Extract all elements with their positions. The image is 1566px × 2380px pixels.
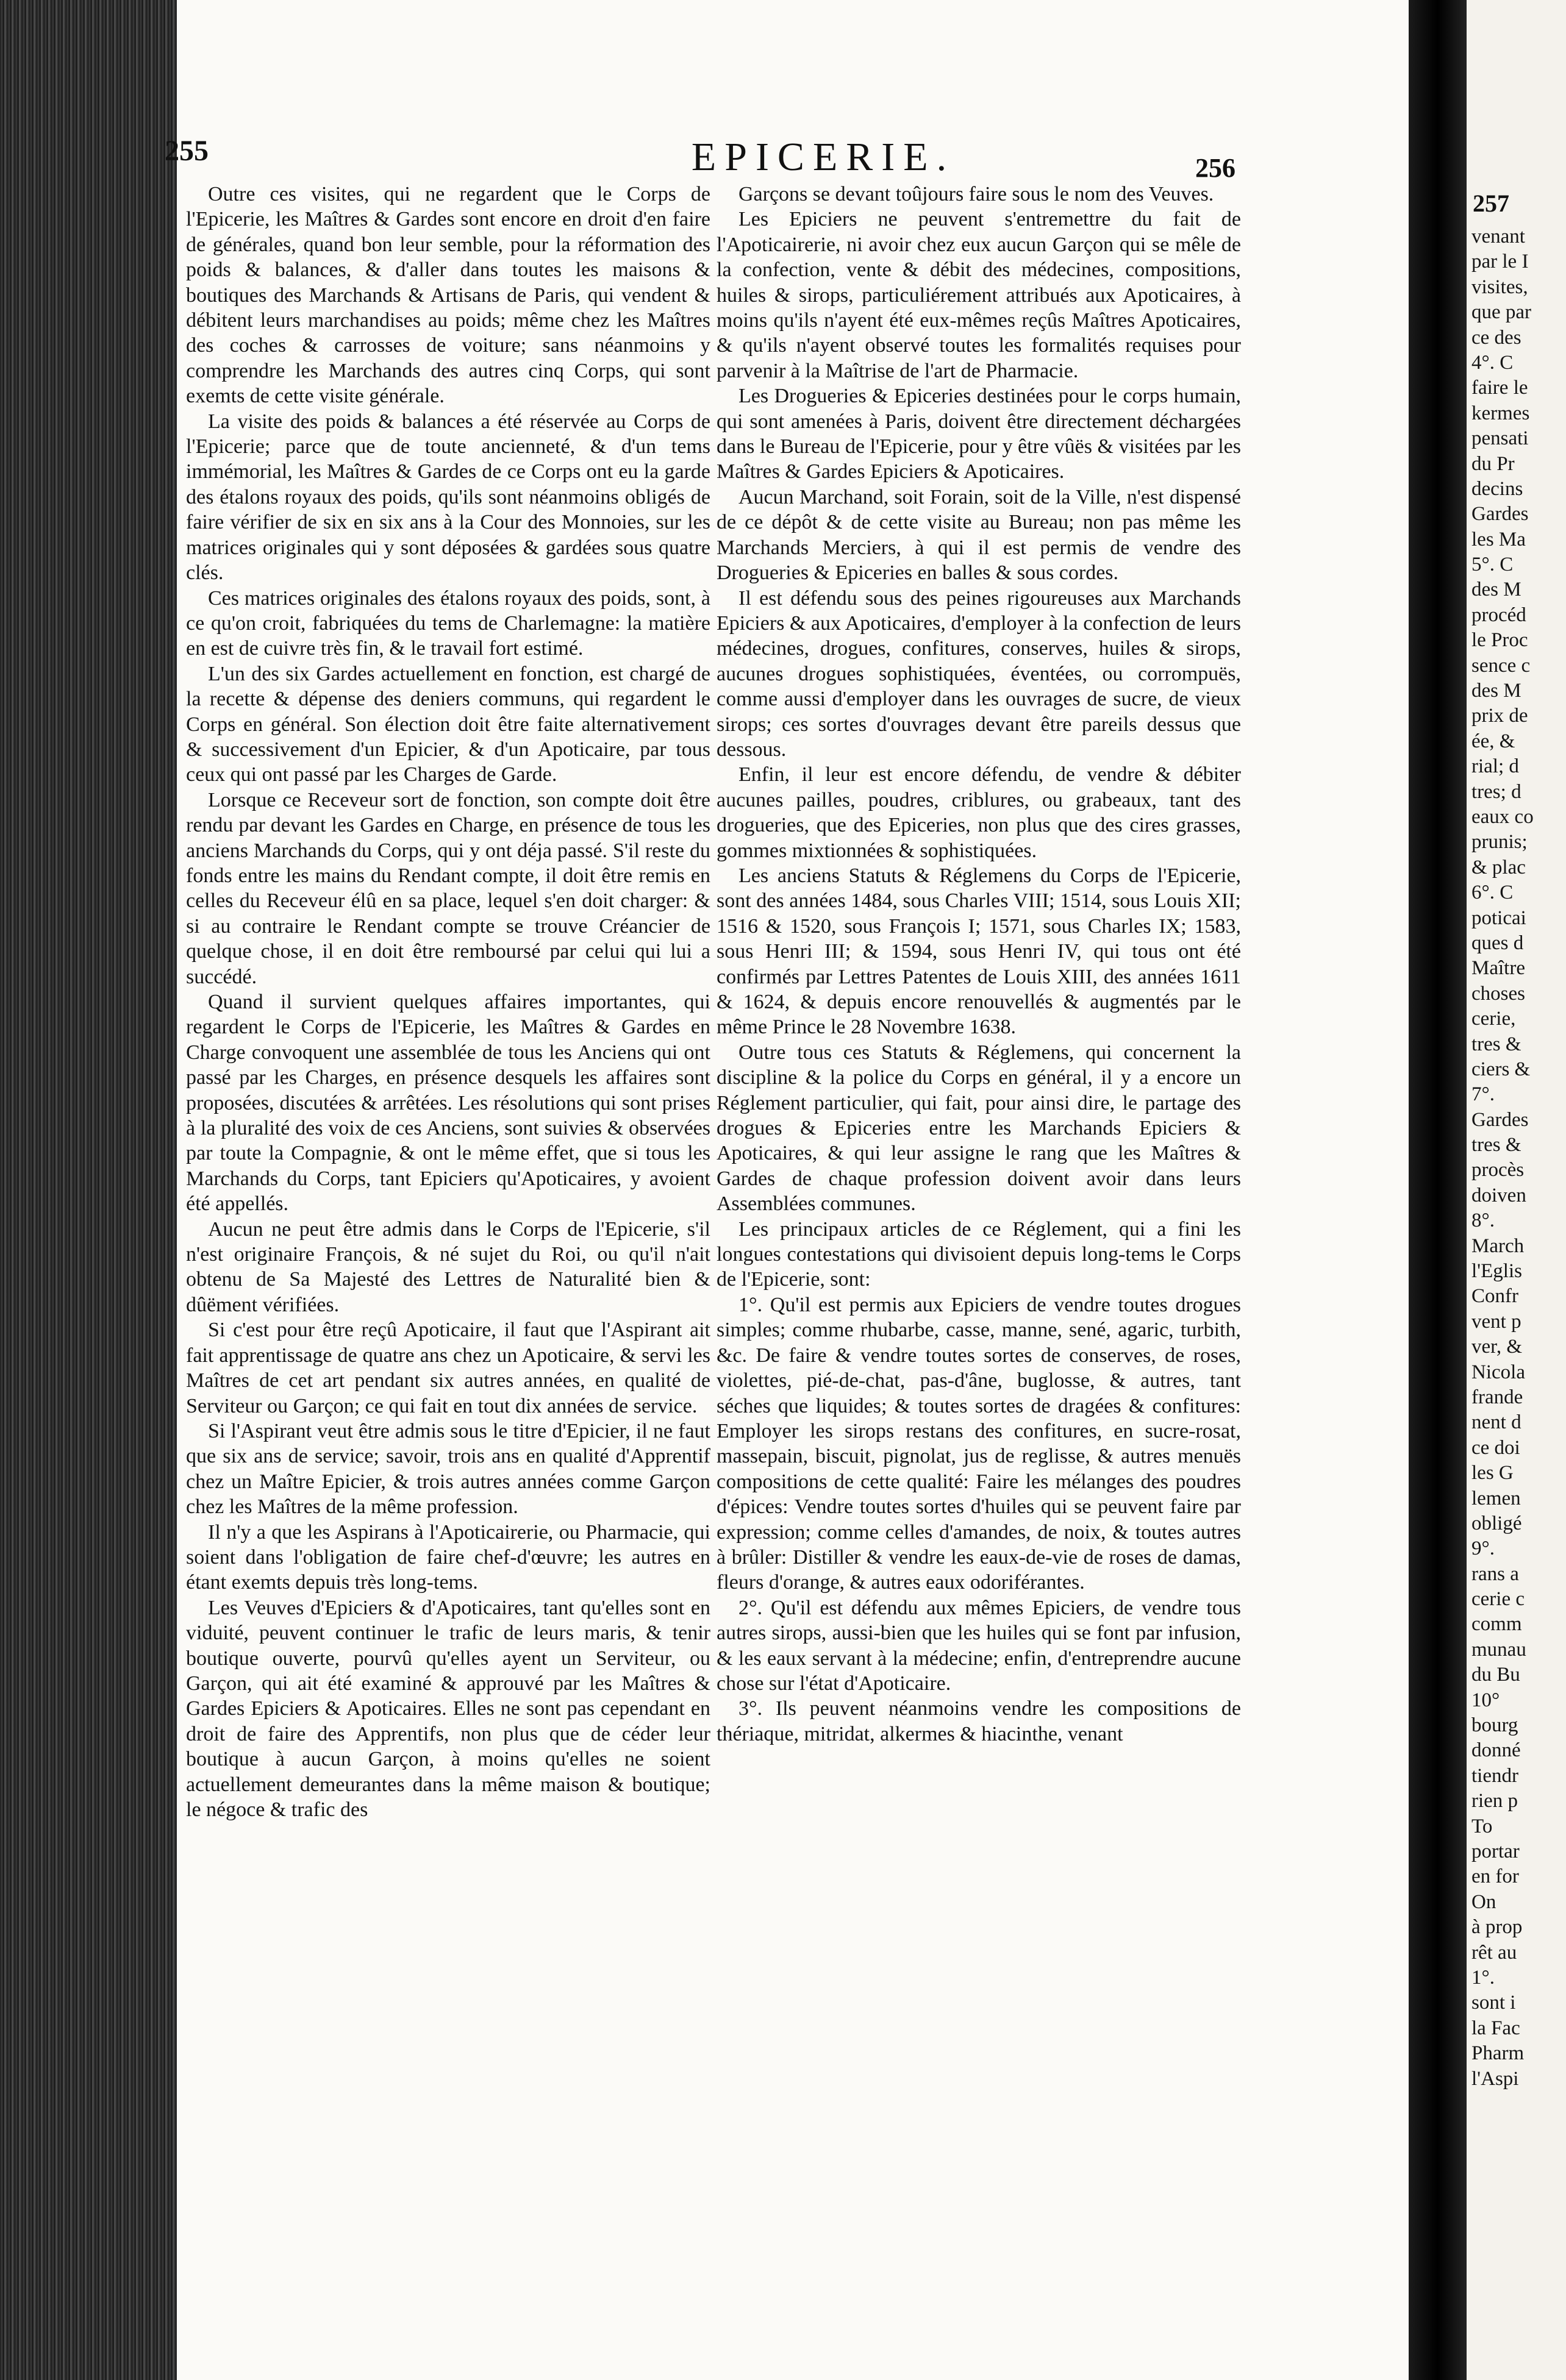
paragraph: Quand il survient quelques affaires importantes, qui regardent le Corps de l'Epicerie, les Maîtres & Gardes en Charge convoquent une assemblée de tous les Anciens qui ont passé par les Charges, en présence desquels les affaires sont proposées, discutées & arrêtées. Les résolutions qui sont prises à la pluralité des voix de ces Anciens, sont suivies & observées par toute la Compagnie, & ont le même effet, que si tous les Marchands du Corps, tant Epiciers qu'Apoticaires, y avoient été appellés. (186, 991, 710, 1216)
text-line: 7°. (1471, 1083, 1495, 1106)
text-line: sence c (1471, 654, 1531, 677)
text-line: rien p (1471, 1790, 1518, 1812)
text-line: munau (1471, 1638, 1526, 1661)
text-line: procéd (1471, 604, 1526, 626)
text-line: l'Aspi (1471, 2067, 1519, 2090)
text-line: 4°. C (1471, 351, 1514, 374)
paragraph: Si l'Aspirant veut être admis sous le titre d'Epicier, il ne faut que six ans de service; savoir, trois ans en qualité d'Apprentif chez un Maître Epicier, & trois autres années comme Garçon chez les Maîtres de la même profession. (186, 1419, 710, 1519)
paragraph: 2°. Qu'il est défendu aux mêmes Epiciers, de vendre tous autres sirops, aussi-bien que les huiles qui se font par infusion, & les eaux servant à la médecine; enfin, d'entreprendre aucune chose sur l'état d'Apoticaire. (717, 1596, 1241, 1695)
text-line: ce doi (1471, 1436, 1520, 1459)
text-line: tres; d (1471, 780, 1521, 803)
text-line: les Ma (1471, 528, 1526, 550)
text-line: des M (1471, 579, 1521, 601)
text-line: ce des (1471, 326, 1521, 349)
paragraph: La visite des poids & balances a été réservée au Corps de l'Epicerie; parce que de toute ancienneté, & d'un tems immémorial, les Maîtres & Gardes de ce Corps ont eu la garde des étalons royaux des poids, qu'ils sont néanmoins obligés de faire vérifier de six en six ans à la Cour des Monnoies, sur les matrices originales qui y sont déposées & gardées sous quatre clés. (186, 410, 710, 585)
text-line: lemen (1471, 1487, 1521, 1509)
next-page-text (1471, 224, 1563, 2092)
paragraph: Les Epiciers ne peuvent s'entremettre du fait de l'Apoticairerie, ni avoir chez eux aucun Garçon qui se mêle de la confection, vente & débit des médecines, compositions, huiles & sirops, particuliérement attribués aux Apoticaires, à moins qu'ils n'ayent été eux-mêmes reçûs Maîtres Apoticaires, & qu'ils n'ayent observé toutes les formalités requises pour parvenir à la Maîtrise de l'art de Pharmacie. (717, 208, 1241, 382)
text-line: du Pr (1471, 452, 1515, 475)
text-line: la Fac (1471, 2017, 1520, 2039)
text-line: que par (1471, 301, 1532, 324)
text-line: rial; d (1471, 755, 1519, 778)
paragraph: Enfin, il leur est encore défendu, de vendre & débiter aucunes pailles, poudres, criblures, ou grabeaux, tant des drogueries, que des Epiceries, non plus que des cires grasses, gommes mixtionnées & sophistiquées. (717, 763, 1241, 862)
page-title: EPICERIE. (691, 135, 956, 179)
text-line: ciers & (1471, 1058, 1531, 1080)
text-line: tiendr (1471, 1764, 1518, 1787)
text-line: kermes (1471, 402, 1530, 424)
text-line: choses (1471, 982, 1525, 1005)
text-line: venant (1471, 226, 1525, 248)
text-line: 1°. (1471, 1966, 1495, 1989)
text-line: à prop (1471, 1916, 1523, 1939)
text-line: doiven (1471, 1184, 1526, 1206)
paragraph: Les anciens Statuts & Réglemens du Corps de l'Epicerie, sont des années 1484, sous Charles VIII; 1514, sous Louis XII; 1516 & 1520, sous François I; 1571, sous Charles IX; 1583, sous Henri III; & 1594, sous Henri IV, qui tous ont été confirmés par Lettres Patentes de Louis XIII, des années 1611 & 1624, & depuis encore renouvellés & augmentés par le même Prince le 28 Novembre 1638. (717, 864, 1241, 1039)
text-line: cerie c (1471, 1588, 1525, 1611)
text-line: obligé (1471, 1512, 1522, 1534)
text-line: ver, & (1471, 1336, 1522, 1358)
text-line: 8°. (1471, 1210, 1495, 1232)
text-line: March (1471, 1235, 1525, 1257)
text-line: rêt au (1471, 1941, 1517, 1964)
text-line: & plac (1471, 856, 1526, 878)
paragraph: Lorsque ce Receveur sort de fonction, son compte doit être rendu par devant les Gardes en Charge, en présence de tous les anciens Marchands du Corps, qui y ont déja passé. S'il reste du fonds entre les mains du Rendant compte, il doit être remis en celles du Receveur élû en sa place, lequel s'en doit charger: & si au contraire le Rendant compte se trouve Créancier de quelque chose, il en doit être remboursé par celui qui lui a succédé. (186, 788, 710, 988)
text-line: ée, & (1471, 730, 1515, 752)
text-line: pensati (1471, 427, 1529, 450)
text-line: eaux co (1471, 805, 1534, 828)
paragraph: Outre ces visites, qui ne regardent que le Corps de l'Epicerie, les Maîtres & Gardes sont encore en droit d'en faire de générales, quand bon leur semble, pour la réformation des poids & balances, & d'aller dans toutes les maisons & boutiques des Marchands & Artisans de Paris, qui vendent & débitent leurs marchandises au poids; même chez les Maîtres des coches & carrosses de voiture; sans néanmoins y comprendre les Marchands des autres cinq Corps, qui sont exemts de cette visite générale. (186, 183, 710, 408)
text-line: des M (1471, 680, 1521, 702)
next-page-fragment (1467, 0, 1566, 2380)
text-line: procès (1471, 1159, 1525, 1181)
text-line: prunis; (1471, 831, 1528, 853)
page-number-left: 255 (165, 135, 209, 167)
text-line: poticai (1471, 907, 1526, 929)
text-line: Gardes (1471, 503, 1529, 526)
text-line: l'Eglis (1471, 1260, 1522, 1283)
text-line: 5°. C (1471, 554, 1514, 576)
text-line: Confr (1471, 1285, 1518, 1308)
text-line: cerie, (1471, 1008, 1516, 1030)
text-line: par le I (1471, 251, 1529, 273)
text-line: le Proc (1471, 629, 1528, 652)
text-line: ques d (1471, 932, 1524, 954)
paragraph: Garçons se devant toûjours faire sous le nom des Veuves. (738, 183, 1214, 205)
page-number-next: 257 (1473, 190, 1509, 217)
book-gutter (1409, 0, 1467, 2380)
text-line: To (1471, 1815, 1493, 1837)
text-line: bourg (1471, 1714, 1518, 1737)
paragraph: Ces matrices originales des étalons royaux des poids, sont, à ce qu'on croit, fabriquées du tems de Charlemagne: la matière en est de cuivre très fin, & le travail fort estimé. (186, 586, 710, 660)
text-line: donné (1471, 1739, 1521, 1762)
text-line: les G (1471, 1462, 1514, 1484)
text-line: On (1471, 1890, 1496, 1913)
text-line: en for (1471, 1865, 1519, 1888)
text-line: sont i (1471, 1992, 1516, 2014)
text-line: Pharm (1471, 2042, 1525, 2065)
text-line: tres & (1471, 1134, 1521, 1156)
paragraph: Il est défendu sous des peines rigoureuses aux Marchands Epiciers & aux Apoticaires, d'employer à la confection de leurs médecines, drogues, confitures, conserves, huiles & sirops, aucunes drogues sophistiquées, éventées, ou corrompuës, comme aussi d'employer dans les ouvrages de sucre, de vieux sirops; ces sortes d'ouvrages devant être pareils dessus que dessous. (717, 586, 1241, 761)
text-line: Maître (1471, 957, 1525, 980)
text-line: portar (1471, 1840, 1520, 1862)
paragraph: Aucun ne peut être admis dans le Corps de l'Epicerie, s'il n'est originaire François, & né sujet du Roi, ou qu'il n'ait obtenu de Sa Majesté des Lettres de Naturalité bien & dûëment vérifiées. (186, 1217, 710, 1316)
book-edge-left (0, 0, 177, 2380)
text-line: tres & (1471, 1033, 1521, 1055)
text-line: comm (1471, 1613, 1522, 1636)
text-line: vent p (1471, 1310, 1521, 1333)
text-line: rans a (1471, 1562, 1519, 1585)
text-line: nent d (1471, 1411, 1521, 1434)
paragraph: L'un des six Gardes actuellement en fonction, est chargé de la recette & dépense des deniers communs, qui regardent le Corps en général. Son élection doit être faite alternativement & successivement d'un Epicier, & d'un Apoticaire, par tous ceux qui ont passé par les Charges de Garde. (186, 662, 710, 786)
text-line: frande (1471, 1386, 1523, 1408)
text-line: 6°. C (1471, 882, 1514, 904)
text-column-right (717, 182, 1241, 2346)
text-line: 9°. (1471, 1537, 1495, 1560)
paragraph: Les Veuves d'Epiciers & d'Apoticaires, tant qu'elles sont en viduité, peuvent continuer le trafic de leurs maris, & tenir boutique ouverte, pourvû qu'elles ayent un Serviteur, ou Garçon, qui ait été examiné & approuvé par les Maîtres & Gardes Epiciers & Apoticaires. Elles ne sont pas cependant en droit de faire des Apprentifs, non plus que de céder leur boutique à aucun Garçon, à moins qu'elles ne soient actuellement demeurantes dans la même maison & boutique; le négoce & trafic des (186, 1596, 710, 1821)
paragraph: Les principaux articles de ce Réglement, qui a fini les longues contestations qui divisoient depuis long-tems le Corps de l'Epicerie, sont: (717, 1217, 1241, 1291)
paragraph: Outre tous ces Statuts & Réglemens, qui concernent la discipline & la police du Corps en général, il y a encore un Réglement particulier, qui fait, pour ainsi dire, le partage des drogues & Epiceries entre les Marchands Epiciers & Apoticaires, & qui leur assigne le rang que les Maîtres & Gardes de chaque profession doivent avoir dans leurs Assemblées communes. (717, 1041, 1241, 1216)
text-line: faire le (1471, 377, 1528, 399)
text-line: Gardes (1471, 1108, 1529, 1131)
text-line: visites, (1471, 276, 1528, 298)
text-line: decins (1471, 477, 1523, 500)
text-column-left (186, 182, 710, 2346)
paragraph: 1°. Qu'il est permis aux Epiciers de vendre toutes drogues simples; comme rhubarbe, casse, manne, sené, agaric, turbith, &c. De faire & vendre toutes sortes de conserves, de roses, violettes, pié-de-chat, pas-d'âne, buglosse, & autres, tant séches que liquides; & toutes sortes de dragées & confitures: Employer les sirops restans des confitures, en sucre-rosat, massepain, biscuit, pignolat, jus de reglisse, & autres menuës compositions de cette qualité: Faire les mélanges des poudres d'épices: Vendre toutes sortes d'huiles qui se peuvent faire par expression; comme celles d'amandes, de noix, & toutes autres à brûler: Distiller & vendre les eaux-de-vie de roses de damas, fleurs d'orange, & autres eaux odoriférantes. (717, 1293, 1241, 1594)
text-line: du Bu (1471, 1664, 1520, 1686)
paragraph: 3°. Ils peuvent néanmoins vendre les compositions de thériaque, mitridat, alkermes & hiacinthe, venant (717, 1697, 1241, 1745)
page-number-right: 256 (1195, 153, 1235, 183)
paragraph: Aucun Marchand, soit Forain, soit de la Ville, n'est dispensé de ce dépôt & de cette visite au Bureau; non pas même les Marchands Merciers, à qui il est permis de vendre des Drogueries & Epiceries en balles & sous cordes. (717, 485, 1241, 585)
text-line: Nicola (1471, 1361, 1525, 1383)
paragraph: Si c'est pour être reçû Apoticaire, il faut que l'Aspirant ait fait apprentissage de quatre ans chez un Apoticaire, & servi les Maîtres de cet art pendant six autres années, en qualité de Serviteur ou Garçon; ce qui fait en tout dix années de service. (186, 1319, 710, 1417)
text-line: 10° (1471, 1689, 1500, 1711)
paragraph: Les Drogueries & Epiceries destinées pour le corps humain, qui sont amenées à Paris, doivent être directement déchargées dans le Bureau de l'Epicerie, pour y être vûës & visitées par les Maîtres & Gardes Epiciers & Apoticaires. (717, 385, 1241, 483)
paragraph: Il n'y a que les Aspirans à l'Apoticairerie, ou Pharmacie, qui soient dans l'obligation de faire chef-d'œuvre; les autres en étant exemts depuis très long-tems. (186, 1520, 710, 1594)
text-line: prix de (1471, 705, 1528, 727)
